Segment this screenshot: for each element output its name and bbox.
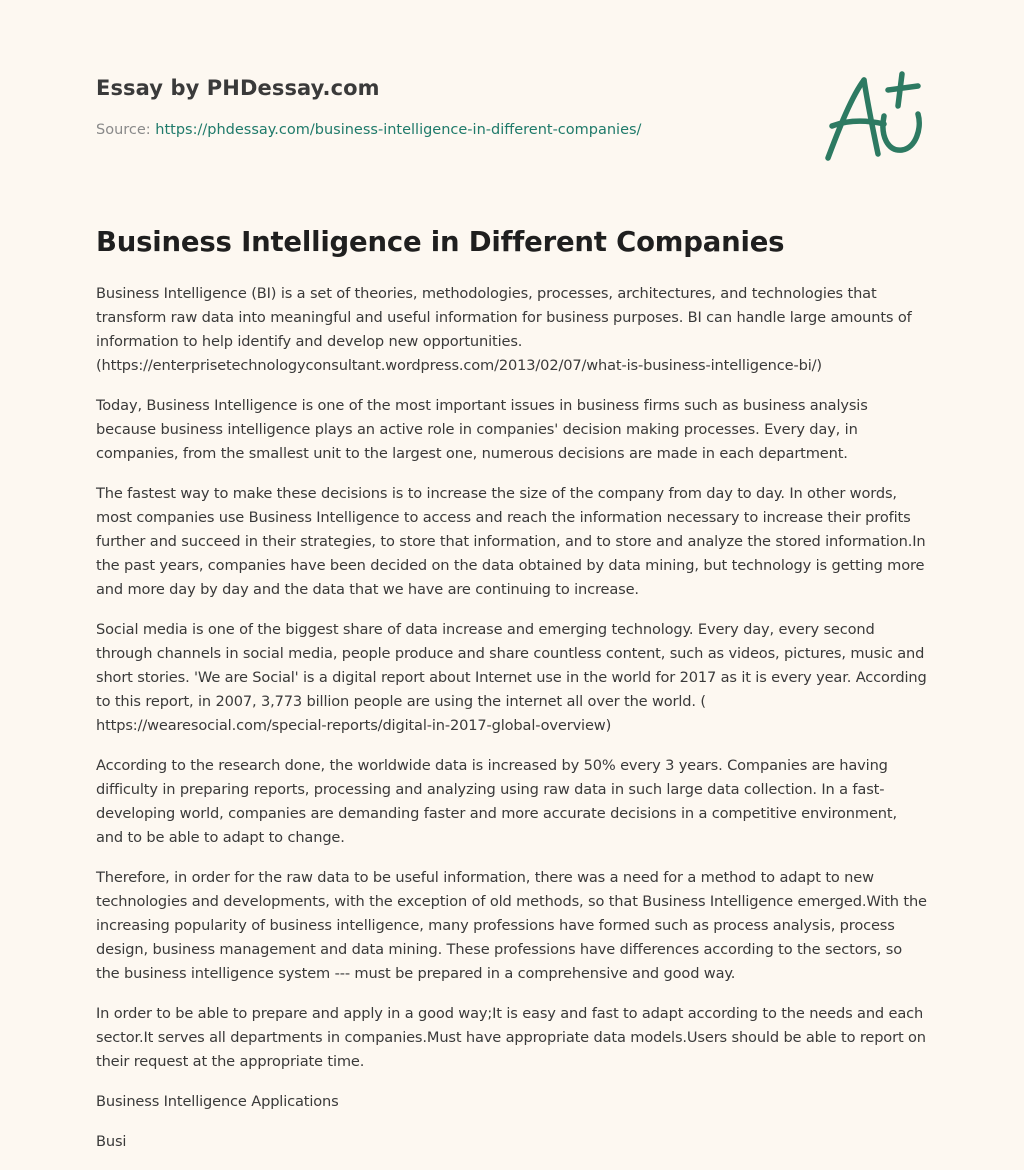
source-line bbox=[96, 122, 796, 138]
essay-paragraph: Social media is one of the biggest share of data increase and emerging technology. Every day, every second through channels in social media, people produce and share countless content, such as videos, pictures, music and short stories. 'We are Social' is a digital report about Internet use in the world for 2017 as it is every year. According to this report, in 2007, 3,773 billion people are using the internet all over the world. ( https://wearesocial.com/special-reports/digital-in-2017-global-overview) bbox=[96, 621, 927, 734]
essay-paragraph: Today, Business Intelligence is one of the most important issues in business firms such as business analysis because business intelligence plays an active role in companies' decision making processes. Every day, in companies, from the smallest unit to the largest one, numerous decisions are made in each department. bbox=[96, 397, 868, 462]
essay-content bbox=[96, 226, 928, 1170]
source-label: Source: bbox=[96, 122, 156, 138]
a-plus-logo-icon bbox=[818, 66, 930, 166]
site-title: Essay by PHDessay.com bbox=[96, 76, 380, 100]
essay-subheading: Business Intelligence Applications bbox=[96, 1093, 339, 1110]
essay-paragraph: In order to be able to prepare and apply in a good way;It is easy and fast to adapt according to the needs and each sector.It serves all departments in companies.Must have appropriate data models.Users should be able to report on their request at the appropriate time. bbox=[96, 1005, 926, 1070]
essay-paragraph: Business Intelligence (BI) is a set of theories, methodologies, processes, architectures, and technologies that transform raw data into meaningful and useful information for business purposes. BI can handle large amounts of information to help identify and develop new opportunities. (https://enterprisetechnologyconsultant.wordpress.com/2013/02/07/what-is-business-intelligence-bi/) bbox=[96, 285, 912, 374]
essay-paragraph: According to the research done, the worldwide data is increased by 50% every 3 years. Companies are having difficulty in preparing reports, processing and analyzing using raw data in such large data collection. In a fast-developing world, companies are demanding faster and more accurate decisions in a competitive environment, and to be able to adapt to change. bbox=[96, 757, 897, 846]
essay-paragraph: The fastest way to make these decisions is to increase the size of the company from day to day. In other words, most companies use Business Intelligence to access and reach the information necessary to increase their profits further and succeed in their strategies, to store that information, and to store and analyze the stored information.In the past years, companies have been decided on the data obtained by data mining, but technology is getting more and more day by day and the data that we have are continuing to increase. bbox=[96, 485, 926, 598]
essay-paragraph: Therefore, in order for the raw data to be useful information, there was a need for a method to adapt to new technologies and developments, with the exception of old methods, so that Business Intelligence emerged.With the increasing popularity of business intelligence, many professions have formed such as process analysis, process design, business management and data mining. These professions have differences according to the sectors, so the business intelligence system --- must be prepared in a comprehensive and good way. bbox=[96, 869, 927, 982]
page-header bbox=[96, 76, 796, 138]
essay-paragraph-truncated: Busi bbox=[96, 1133, 127, 1150]
source-link[interactable]: https://phdessay.com/business-intelligence-in-different-companies/ bbox=[155, 122, 642, 138]
essay-title: Business Intelligence in Different Companies bbox=[96, 226, 785, 258]
